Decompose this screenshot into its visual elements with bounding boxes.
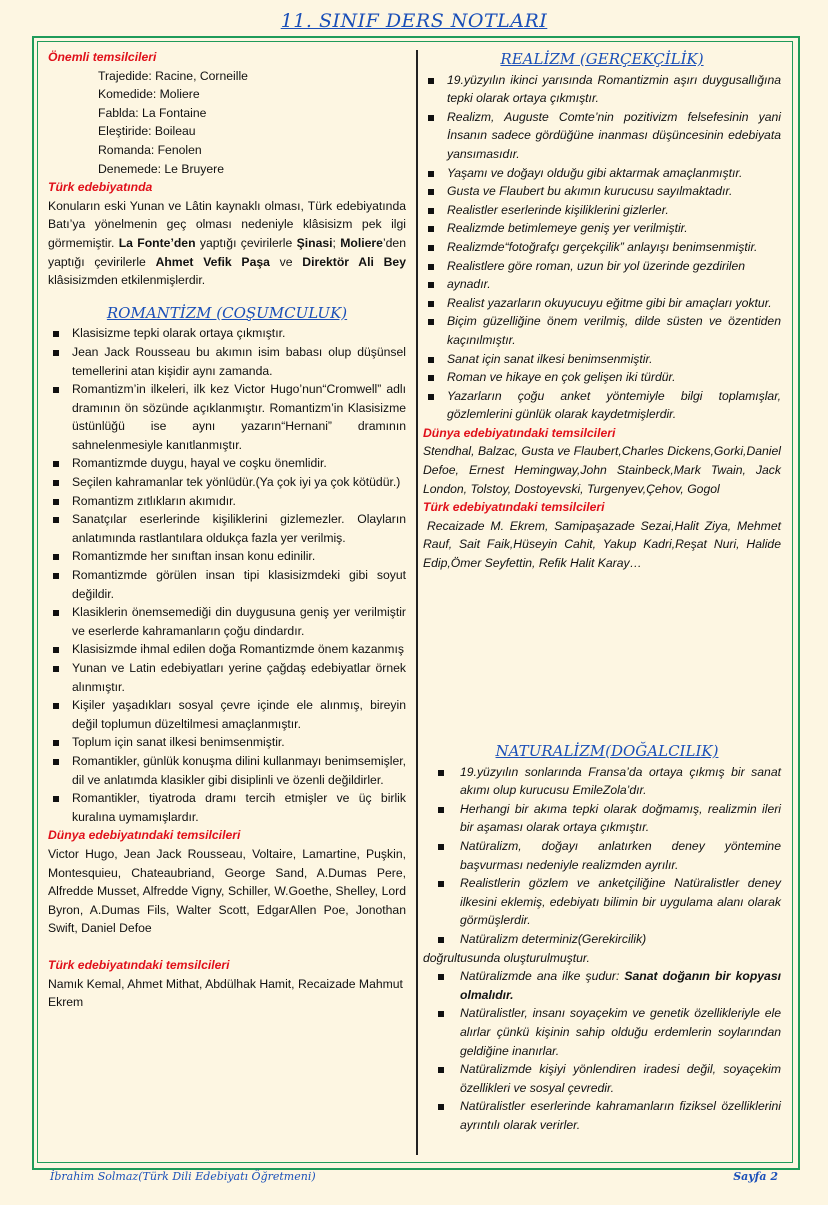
section-heading: Türk edebiyatındaki temsilcileri [423,500,605,515]
list-item: Toplum için sanat ilkesi benimsenmiştir. [48,733,406,752]
list-item: Yaşamı ve doğayı olduğu gibi aktarmak amaçlanmıştır. [423,164,781,183]
list-item: Romantizmde görülen insan tipi klasisizmdeki gibi soyut değildir. [48,566,406,603]
bold-text: La Fonte’den [118,235,196,250]
list-item: Realizm, Auguste Comte’nin pozitivizm felsefesinin yani İnsanın sadece gördüğüne inanması düşüncesinin edebiyata yansımasıdır. [423,108,781,164]
text: Konuların eski Yunan ve Lâtin kaynaklı olması, Türk edebiyatında Batı’ya yönelmenin geç olması nedeniyle klâsisizm pek ilgi görmemiştir. [48,198,406,250]
list-item: Natüralistler eserlerinde kahramanların fiziksel özelliklerini ayrıntılı olarak verirler. [433,1097,781,1134]
list-item: Seçilen kahramanlar tek yönlüdür.(Ya çok iyi ya çok kötüdür.) [48,473,406,492]
list-item: Romantikler, tiyatroda dramı tercih etmişler ve üç birlik kuralına uymamışlardır. [48,789,406,826]
list-item: 19.yüzyılın ikinci yarısında Romantizmin aşırı duygusallığına tepki olarak ortaya çıkmıştır. [423,71,781,108]
list-item: Realizmde“fotoğrafçı gerçekçilik” anlayışı benimsenmiştir. [423,238,781,257]
paragraph [48,197,406,290]
page-title: 11. SINIF DERS NOTLARI [280,10,548,32]
bold-text: Direktör Ali Bey [302,254,406,269]
right-column [423,48,781,573]
list-item: Realistler eserlerinde kişiliklerini gizlerler. [423,201,781,220]
list-item: Realist yazarların okuyucuyu eğitme gibi bir amaçları yoktur. [423,294,781,313]
list-item: Realistlerin gözlem ve anketçiliğine Natüralistler deney ilkesini eklemiş, edebiyatı bilimin bir uygulama alanı olarak görmüşlerdir. [433,874,781,930]
text: ve [269,254,303,269]
list-item: Biçim güzelliğine önem verilmiş, dilde süsten ve özentiden kaçınılmıştır. [423,312,781,349]
text: Natüralizmde ana ilke şudur: [460,969,625,984]
list-item: Romantizm’in ilkeleri, ilk kez Victor Hugo’nun“Cromwell” adlı dramının ön sözünde açıklanmıştır. Romantizm’in Klasisizme üstünlüğü ise aynı yazarın“Hernani” dramının sahnelenmesiyle kanıtlanmıştır. [48,380,406,454]
section-title-naturalizm: NATURALİZM(DOĞALCILIK) [495,742,719,760]
naturalizm-section [423,732,781,1134]
list-item: Sanat için sanat ilkesi benimsenmiştir. [423,350,781,369]
paragraph: Namık Kemal, Ahmet Mithat, Abdülhak Hamit, Recaizade Mahmut Ekrem [48,976,403,1010]
list-item: Natüralistler, insanı soyaçekim ve genetik özellikleriyle ele alırlar çünkü kişinin sahip olduğu erdemlerin soylarından geldiğine inanırlar. [433,1004,781,1060]
list-item: Komedide: Moliere [98,87,200,102]
list-item: Romantizmde her sınıftan insan konu edinilir. [48,547,406,566]
list-item: Sanatçılar eserlerinde kişiliklerini gizlemezler. Olayların anlatımında rastlantılara oldukça fazla yer verilmiş. [48,510,406,547]
text: yaptığı çevirilerle [195,235,297,250]
list-item: Natüralizmde kişiyi yönlendiren iradesi değil, soyaçekim özellikleri ve sosyal çevredir. [433,1060,781,1097]
list-item: Fablda: La Fontaine [98,105,207,120]
paragraph: Victor Hugo, Jean Jack Rousseau, Voltaire, Lamartine, Puşkin, Montesquieu, Chateaubriand, George Sand, A.Dumas Pere, Alfredde Musset, Alfredde Vigny, Schiller, W.Goethe, Shelley, Lord Byron, A.Dumas Fils, Walter Scott, EdgarAllen Poe, Jonothan Swift, Daniel Defoe [48,846,406,936]
list-item: Gusta ve Flaubert bu akımın kurucusu sayılmaktadır. [423,182,781,201]
list-item: Trajedide: Racine, Corneille [98,68,248,83]
text: ’den yaptığı çevirilerle [48,235,406,269]
list-item: Klasisizme tepki olarak ortaya çıkmıştır. [48,324,406,343]
list-item: Realistlere göre roman, uzun bir yol üzerinde gezdirilen [423,257,781,276]
realizm-list [423,71,781,424]
left-column [48,48,406,1012]
list-item: Yazarların çoğu anket yöntemiyle bilgi toplamışlar, gözlemlerini günlük olarak kaydetmişlerdir. [423,387,781,424]
section-heading: Dünya edebiyatındaki temsilcileri [423,425,616,440]
page-number: Sayfa 2 [733,1170,778,1183]
list-item: Eleştiride: Boileau [98,124,196,139]
spacer [48,938,406,956]
naturalizm-list [433,763,781,949]
list-item: Klasisizmde ihmal edilen doğa Romantizmde önem kazanmış [48,640,406,659]
list-item: Romantizmde duygu, hayal ve coşku önemlidir. [48,454,406,473]
text: klâsisizmden etkilenmişlerdir. [48,273,206,288]
romantizm-list [48,324,406,826]
list-item: Natüralizm, doğayı anlatırken deney yöntemine başvurması nedeniyle realizmden ayrılır. [433,837,781,874]
list-item: aynadır. [423,275,781,294]
list-item: Kişiler yaşadıkları sosyal çevre içinde ele alınmış, bireyin değil toplumun düzeltilmesi amaçlanmıştır. [48,696,406,733]
section-heading: Türk edebiyatında [48,180,153,195]
list-item: Romantizm zıtlıkların akımıdır. [48,492,406,511]
text: ; [332,235,341,250]
section-title-realizm: REALİZM (GERÇEKÇİLİK) [500,50,704,68]
section-title-romantizm: ROMANTİZM (COŞUMCULUK) [106,303,348,322]
paragraph: Stendhal, Balzac, Gusta ve Flaubert,Charles Dickens,Gorki,Daniel Defoe, Ernest Hemingway,John Stainbeck,Mark Twain, Jack London, Tolstoy, Dostoyevski, Turgenyev,Çehov, Gogol [423,444,781,496]
list-item [433,967,781,1004]
paragraph: doğrultusunda oluşturulmuştur. [423,950,590,965]
column-divider [416,50,418,1155]
bold-text: Moliere [340,235,383,250]
list-item: Herhangi bir akıma tepki olarak doğmamış, realizmin ileri bir aşaması olarak ortaya çıkmıştır. [433,800,781,837]
bold-text: Şinasi [296,235,333,250]
list-item: Denemede: Le Bruyere [98,161,225,176]
section-heading: Önemli temsilcileri [48,50,157,64]
bold-text: Ahmet Vefik Paşa [155,254,270,269]
representatives-list [48,67,406,179]
footer-author: İbrahim Solmaz(Türk Dili Edebiyatı Öğretmeni) [50,1170,316,1183]
list-item: Roman ve hikaye en çok gelişen iki türdür. [423,368,781,387]
list-item: Romanda: Fenolen [98,142,202,157]
list-item: Romantikler, günlük konuşma dilini kullanmayı benimsemişler, dil ve anlatımda klasikler gibi disiplinli ve özenli değildirler. [48,752,406,789]
naturalizm-list-2 [433,967,781,1134]
list-item: Realizmde betimlemeye geniş yer verilmiştir. [423,219,781,238]
section-heading: Dünya edebiyatındaki temsilcileri [48,828,241,843]
list-item: Klasiklerin önemsemediği din duygusuna geniş yer verilmiştir ve eserlerde kahramanların çoğu dindardır. [48,603,406,640]
list-item: 19.yüzyılın sonlarında Fransa’da ortaya çıkmış bir sanat akımı olup kurucusu EmileZola’dır. [433,763,781,800]
list-item: Natüralizm determiniz(Gerekircilik) [433,930,781,949]
list-item: Yunan ve Latin edebiyatları yerine çağdaş edebiyatlar örnek alınmıştır. [48,659,406,696]
list-item: Jean Jack Rousseau bu akımın isim babası olup düşünsel temellerini atan kişidir aynı zamanda. [48,343,406,380]
paragraph: Recaizade M. Ekrem, Samipaşazade Sezai,Halit Ziya, Mehmet Rauf, Sait Faik,Hüseyin Cahit, Yakup Kadri,Reşat Nuri, Halide Edip,Ömer Seyfettin, Refik Halit Karay… [423,518,781,571]
bold-text: Sanat doğanın bir kopyası olmalıdır. [460,969,781,1002]
section-heading: Türk edebiyatındaki temsilcileri [48,957,230,972]
